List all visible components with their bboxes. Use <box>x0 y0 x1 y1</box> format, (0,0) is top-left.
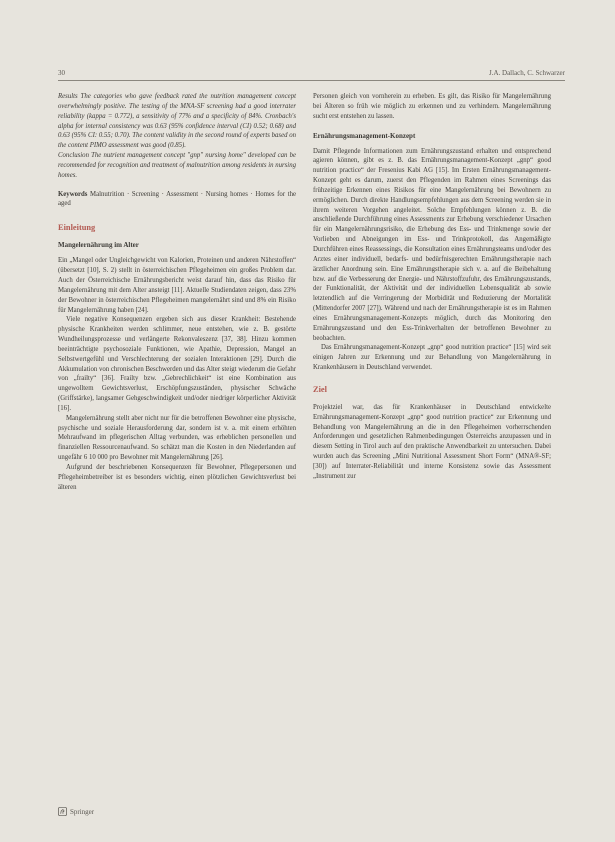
subsection-heading-mangelernaehrung: Mangelernährung im Alter <box>58 241 139 250</box>
keywords-text: Malnutrition · Screening · Assessment · Nursing homes · Homes for the aged <box>58 190 296 208</box>
paragraph: Das Ernährungsmanagement-Konzept „gnp“ good nutrition practice“ [15] wird seit einigen Jahren zur Erkennung und zur Behandlung von Mangelernährung in Krankenhäusern in Deutschland verwendet. <box>313 344 551 372</box>
section-heading-einleitung: Einleitung <box>58 223 96 233</box>
paragraph: Damit Pflegende Informationen zum Ernährungszustand erhalten und entsprechend agieren können, gibt es z. B. das Ernährungsmanagement-Konzept „gnp“ good nutrition practice“ der Fresenius Kabi AG [15]. Im Ersten Ernährungsmanagement-Konzept geht es darum, zuerst den Pflegenden im Rahmen eines Screenings das frühzeitige Erkennen eines Risikos für eine Mangelernährung bei Bewohnern zu ermöglichen. Durch direkte Handlungsempfehlungen aus dem Screening werden sie in ihrem weiteren Vorgehen angeleitet. Solche Empfehlungen können z. B. die anschließende Durchführung eines Assessments zur Erhebung verschiedener Ursachen für ein Mangelernährungsrisiko, die Erhebung des Ess- und Trinkmenge sowie der Vorlieben und Abneigungen im Ess- und Trinkprotokoll, das Angemäßigte Durchführen eines Reassessings, die Konsultation eines Ernährungsteams und/oder des Arztes einer individuell, bedarfs- und bedürfnisgerechten Ernährungstherapie nach ärztlicher Anordnung sein. Eine Ernährungstherapie sich v. a. auf die Beibehaltung bzw. auf die Verbesserung der Energie- und Nährstoffzufuhr, des Ernährungszustands, der Funktionalität, der Aktivität und der individuellen Lebensqualität ab sowie letztendlich auf die Verringerung der Morbidität und Reduzierung der Mortalität (Mittendorfer 2007 [27]). Während und nach der Ernährungstherapie ist es im Rahmen eines Ernährungsmanagement-Konzepts möglich, durch das Monitoring den Ernährungszustand und den Ess-Trinkverhalten der betroffenen Bewohner zu beobachten. <box>313 147 551 342</box>
paragraph: Ein „Mangel oder Ungleichgewicht von Kalorien, Proteinen und anderen Nährstoffen“ (übersetzt [10], S. 2) stellt in österreichischen Pflegeheimen ein großes Problem dar. Auch der Österreichische Ernährungsbericht weist darauf hin, dass das Risiko für Mangelernährung mit dem Alter ansteigt [11]. Aktuelle Studiendaten zeigen, dass 23% der Bewohner in österreichischen Pflegeheimen mangelernährt sind und 8% ein Risiko für Mangelernährung haben [24]. <box>58 257 296 314</box>
right-column <box>313 92 551 482</box>
abstract-conclusion: Conclusion The nutrient management concept "gnp" nursing home" developed can be recommended for recognition and treatment of malnutrition among residents in nursing homes. <box>58 152 296 179</box>
keywords <box>58 190 296 210</box>
paragraph: Mangelernährung stellt aber nicht nur für die betroffenen Bewohner eine physische, psychische und soziale Herausforderung dar, sondern ist v. a. mit einem erhöhten Mehraufwand im pflegerischen Alltag verbunden, was erheblichen personellen und finanziellen Ressourcenaufwand. So schätzt man die Kosten in den Niederlanden auf ungefähr 6 10 000 pro Bewohner mit Mangelernährung [26]. <box>58 414 296 462</box>
publisher-name: Springer <box>70 807 95 816</box>
left-column <box>58 92 296 493</box>
keywords-label: Keywords <box>58 190 88 198</box>
section-heading-ziel: Ziel <box>313 384 327 394</box>
paragraph: Aufgrund der beschriebenen Konsequenzen für Bewohner, Pflegepersonen und Pflegeheimbetreiber ist es besonders wichtig, einen plötzlichen Gewichtsverlust bei älteren <box>58 464 296 491</box>
page-number: 30 <box>58 69 65 77</box>
paragraph: Viele negative Konsequenzen ergeben sich aus dieser Krankheit: Bestehende physische Krankheiten werden schlimmer, neue entstehen, wie z. B. gestörte Wundheilungsprozesse und verlängerte Rekonvaleszenz [37, 38]. Hinzu kommen beeinträchtigte psychosoziale Funktionen, wie Apathie, Depression, Mangel an Selbstwertgefühl und Verschlechterung der sozialen Interaktionen [29]. Durch die Akkumulation von chronischen Beschwerden und das Alter steigt wiederum die Gefahr von „frailty“ [36]. Frailty bzw. „Gebrechlichkeit“ ist eine Kombination aus ungewolltem Gewichtsverlust, Erschöpfungszuständen, physischer Schwäche (Griffstärke), langsamer Gehgeschwindigkeit und/oder niedriger körperlicher Aktivität [16]. <box>58 316 296 412</box>
running-head-authors: J.A. Dallach, C. Schwarzer <box>488 69 565 77</box>
paragraph: Projektziel war, das für Krankenhäuser in Deutschland entwickelte Ernährungsmanagement-Konzept „gnp“ good nutrition practice“ zur Erkennung und Behandlung von Mangelernährung an die in den Pflegeheimen vorherrschenden Anforderungen und gesetzlichen Rahmenbedingungen Österreichs anzupassen und in diesem Setting in Tirol auch auf den praktische Anwendbarkeit zu untersuchen. Dabei wurden auch das Screening „Mini Nutritional Assessment Short Form“ (MNA®-SF; [30]) auf Interrater-Reliabilität und interne Konsistenz sowie das Assessment „Instrument zur <box>313 403 551 480</box>
publisher-logo <box>58 807 94 816</box>
paragraph: Personen gleich von vornherein zu erheben. Es gilt, das Risiko für Mangelernährung bei Älteren so früh wie möglich zu erkennen und zu verhindern. Mangelernährung sucht erst entstehen zu lassen. <box>313 93 551 120</box>
springer-horse-icon <box>58 807 67 816</box>
abstract-results: Results The categories who gave feedback rated the nutrition management concept overwhelmingly positive. The testing of the MNA-SF screening had a good interrater reliability (kappa = 0.772), a sensitivity of 77% and a specificity of 84%. Cronbach's alpha for internal consistency was 0.63 (95% confidence interval (CI) 0.52; 0.68) and 0.63 (95% CI: 0.55; 0.70). The content validity in the second round of experts based on the content PIMO assessment was good (0.85). <box>58 93 296 150</box>
subsection-heading-ernaehrungsmanagement: Ernährungsmanagement-Konzept <box>313 131 416 140</box>
running-header <box>58 66 565 81</box>
